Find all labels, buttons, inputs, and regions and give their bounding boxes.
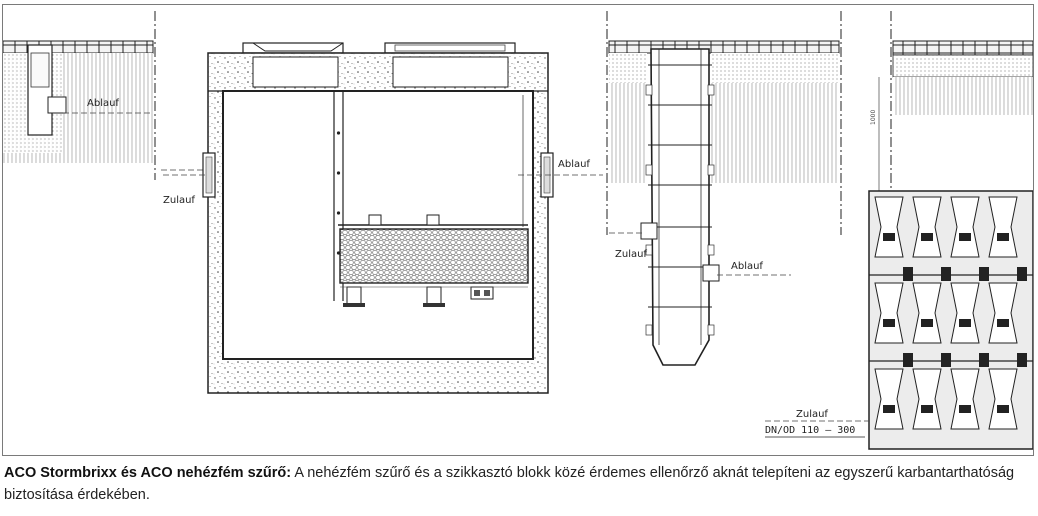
ablauf-column-label: Ablauf: [731, 261, 763, 272]
diagram-frame: [2, 4, 1034, 456]
technical-drawing: [3, 5, 1033, 455]
stormbrixx-column-section: [607, 11, 841, 365]
zulauf-left-label: Zulauf: [163, 195, 195, 206]
zulauf-column-label: Zulauf: [615, 249, 647, 260]
caption-text: A nehézfém szűrő és a szikkasztó blokk közé érdemes ellenőrző aknát telepíteni az egyszerű karbantarthatóság biztosítása érdekében.: [4, 465, 1015, 503]
dimension-1000-label: 1000: [870, 109, 877, 125]
zulauf-block-label: Zulauf: [796, 409, 828, 420]
dn-od-label: DN/OD 110 – 300: [765, 425, 856, 436]
caption-title: ACO Stormbrixx és ACO nehézfém szűrő:: [4, 465, 292, 481]
ablauf-shaft-label: Ablauf: [558, 159, 590, 170]
figure-caption: [4, 462, 1034, 506]
center-shaft-section: [163, 43, 603, 393]
ablauf-left-label: Ablauf: [87, 98, 119, 109]
